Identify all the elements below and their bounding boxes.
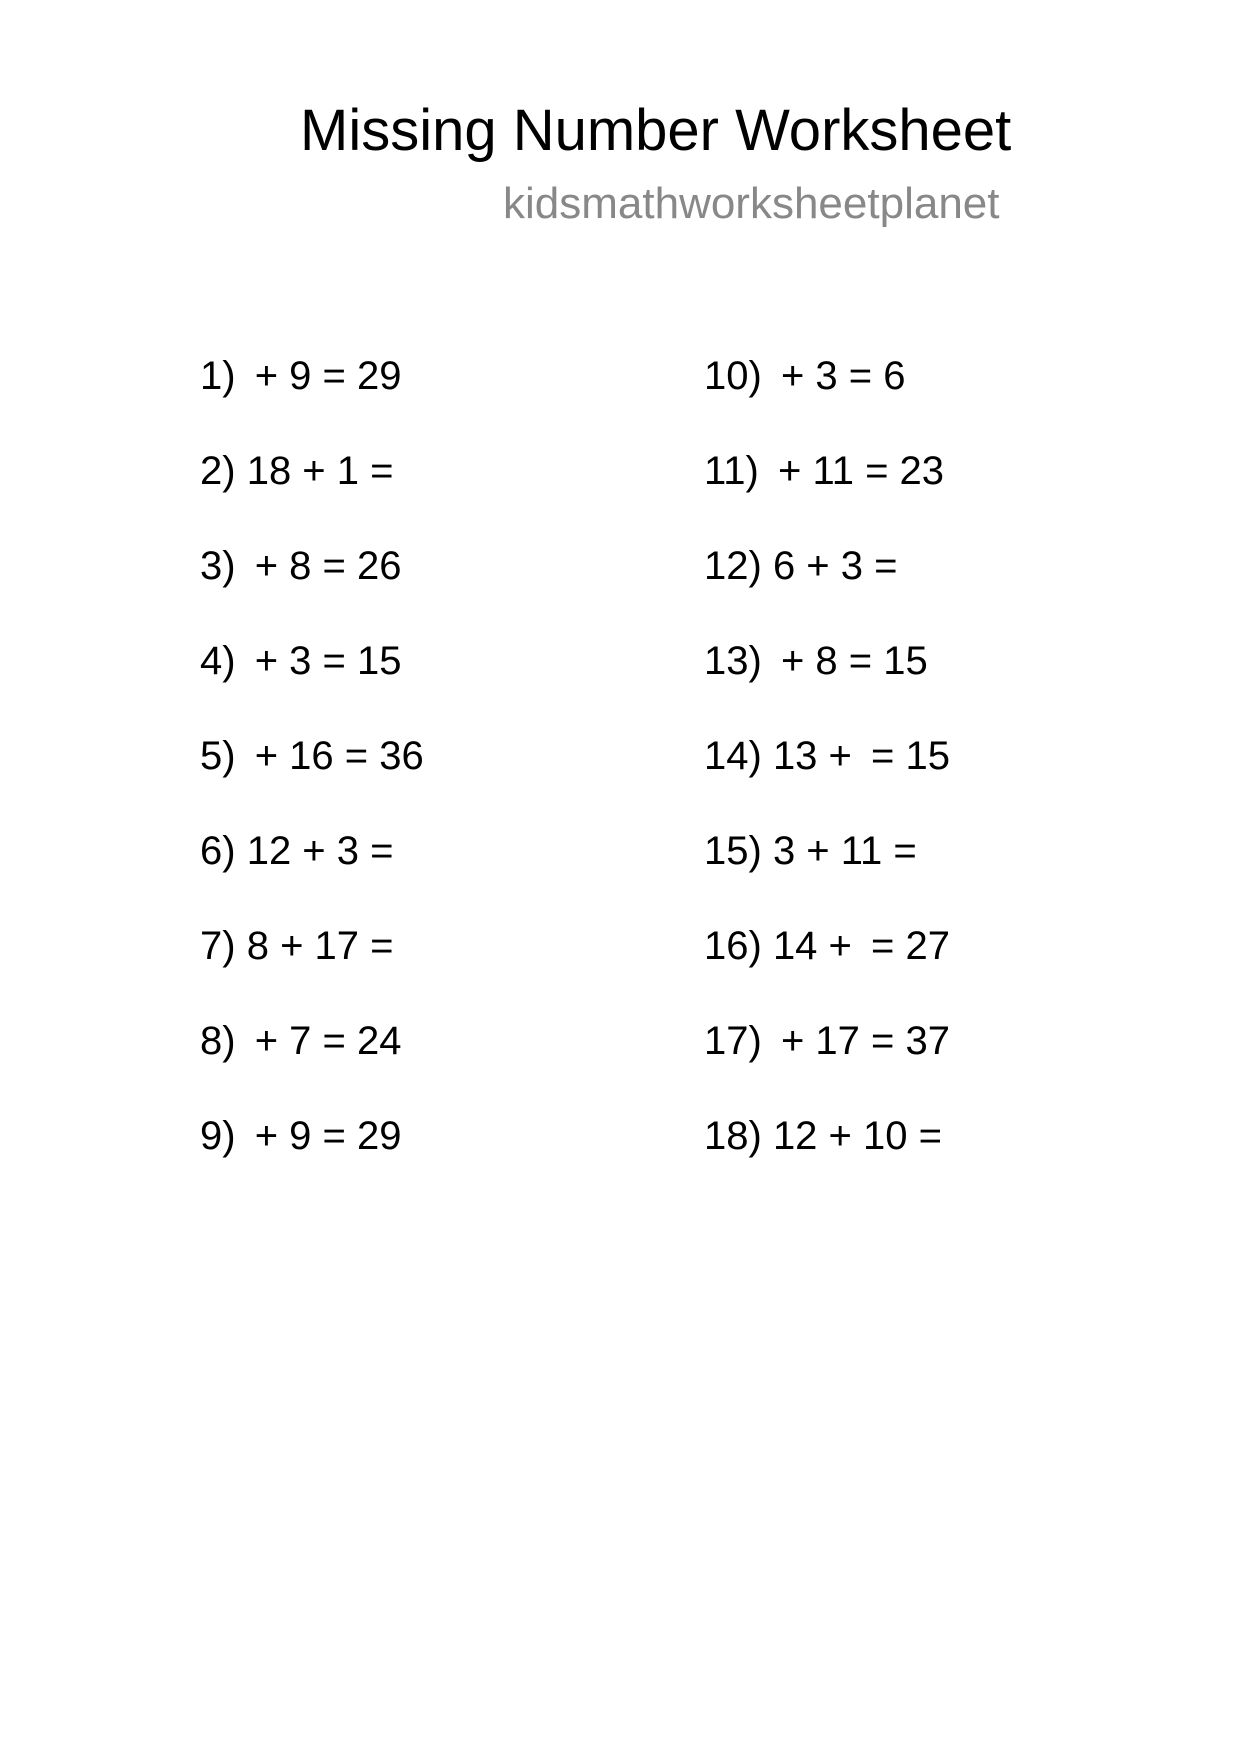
problem-number: 4) <box>200 639 236 683</box>
problem-number: 14) <box>704 734 762 778</box>
problem-number: 16) <box>704 924 762 968</box>
problem-text: + 9 = 29 <box>254 1114 402 1158</box>
problem-number: 9) <box>200 1114 236 1158</box>
problem-8 <box>200 1017 402 1065</box>
problem-text-before: 14 + <box>772 924 852 968</box>
problem-number: 15) <box>704 829 762 873</box>
problem-text: 3 + 11 = <box>772 829 917 873</box>
problem-text: + 16 = 36 <box>254 734 424 778</box>
problem-number: 10) <box>704 354 762 398</box>
worksheet-title: Missing Number Worksheet <box>300 98 1012 163</box>
problem-text: 12 + 10 = <box>772 1114 942 1158</box>
problem-11 <box>704 447 944 495</box>
problem-text: 8 + 17 = <box>246 924 394 968</box>
problem-text: + 3 = 15 <box>254 639 402 683</box>
problem-number: 18) <box>704 1114 762 1158</box>
worksheet-subtitle: kidsmathworksheetplanet <box>503 179 1000 228</box>
problem-text: + 11 = 23 <box>777 449 945 493</box>
problem-10 <box>704 352 906 400</box>
problem-number: 1) <box>200 354 236 398</box>
problem-18 <box>704 1112 950 1160</box>
problem-text: + 7 = 24 <box>254 1019 402 1063</box>
problem-16 <box>704 922 950 970</box>
problem-number: 3) <box>200 544 236 588</box>
problem-1 <box>200 352 402 400</box>
problem-text: 12 + 3 = <box>246 829 394 873</box>
problem-13 <box>704 637 928 685</box>
problem-text: + 9 = 29 <box>254 354 402 398</box>
problem-5 <box>200 732 424 780</box>
problem-12 <box>704 542 906 590</box>
problem-2 <box>200 447 402 495</box>
problem-number: 7) <box>200 924 236 968</box>
problem-text: + 8 = 26 <box>254 544 402 588</box>
problem-4 <box>200 637 402 685</box>
problem-text: + 8 = 15 <box>780 639 928 683</box>
problem-text: + 17 = 37 <box>780 1019 950 1063</box>
problem-text: + 3 = 6 <box>780 354 906 398</box>
problem-6 <box>200 827 402 875</box>
problem-14 <box>704 732 950 780</box>
problem-number: 17) <box>704 1019 762 1063</box>
problem-number: 6) <box>200 829 236 873</box>
problem-number: 2) <box>200 449 236 493</box>
problem-text-after: = 27 <box>871 924 950 968</box>
problem-3 <box>200 542 402 590</box>
problem-text: 6 + 3 = <box>772 544 898 588</box>
problem-text-before: 13 + <box>772 734 852 778</box>
problem-number: 12) <box>704 544 762 588</box>
problem-number: 11) <box>704 449 759 493</box>
problem-text: 18 + 1 = <box>246 449 394 493</box>
problem-9 <box>200 1112 402 1160</box>
problem-number: 8) <box>200 1019 236 1063</box>
problem-number: 5) <box>200 734 236 778</box>
problem-7 <box>200 922 402 970</box>
problem-15 <box>704 827 925 875</box>
problem-17 <box>704 1017 950 1065</box>
problem-number: 13) <box>704 639 762 683</box>
problem-text-after: = 15 <box>871 734 950 778</box>
